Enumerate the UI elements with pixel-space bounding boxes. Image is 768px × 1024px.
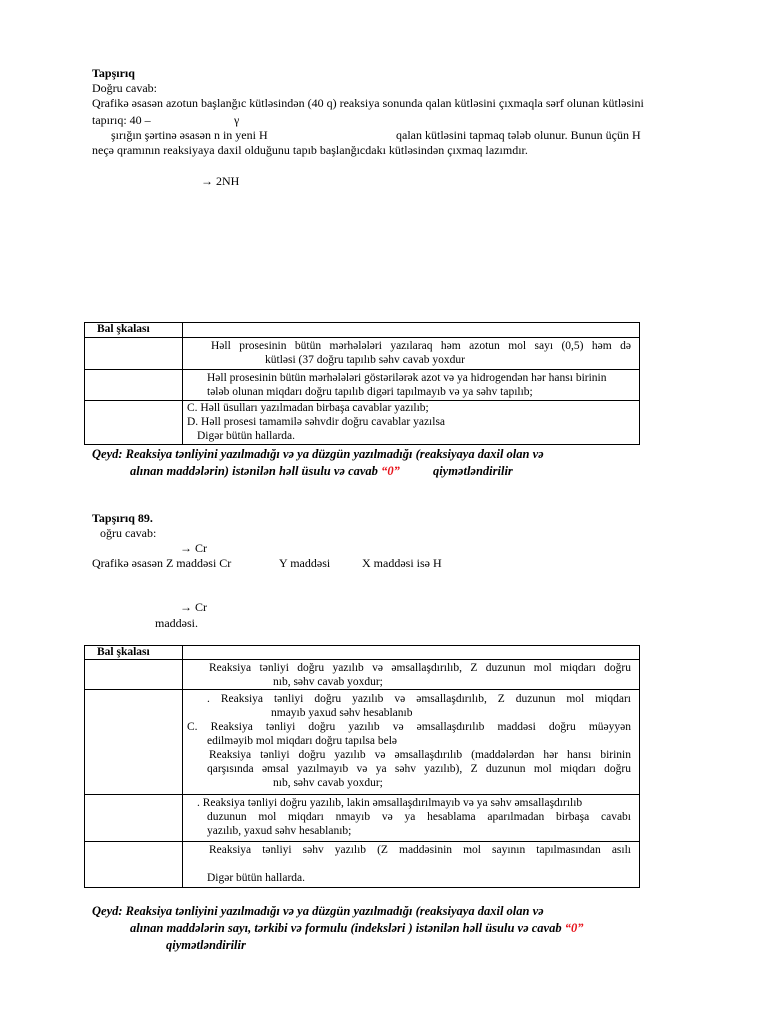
score-table-1 xyxy=(84,322,640,445)
table2-row2: . Reaksiya tənliyi doğru yazılıb və əmsallaşdırılıb, Z duzunun mol miqdarı nmayıb yaxud səhv hesablanıb C. Reaksiya tənliyi doğru yazılıb və əmsallaşdırılıb maddəsi doğru müəyyən edilməyib mol miqdarı doğru tapılsa belə Reaksiya tənliyi doğru yazılıb və əmsallaşdırılıb (maddələrdən hər hansı birinin qarşısında əmsal yazılmayıb və ya səhv yazılıb), Z duzunun mol miqdarı doğru nıb, səhv cavab yoxdur; xyxy=(183,690,640,795)
table1-row1: Həll prosesinin bütün mərhələləri yazılaraq həm azotun mol sayı (0,5) həm də kütləsi (37 doğru tapılıb səhv cavab yoxdur xyxy=(183,338,640,370)
score-table-2 xyxy=(84,645,640,888)
table1-row3: C. Həll üsulları yazılmadan birbaşa cavablar yazılıb; D. Həll prosesi tamamilə səhvdir doğru cavablar yazılsa Digər bütün hallarda. xyxy=(183,401,640,445)
task89-line-a: Qrafikə əsasən Z maddəsi Cr xyxy=(92,556,232,570)
note2: Qeyd: Reaksiya tənliyini yazılmadığı və ya düzgün yazılmadığı (reaksiyaya daxil olan və alınan maddələrin sayı, tərkibi və formulu (indeksləri ) istənilən həll üsulu və cavab “0” qiymətləndirilir xyxy=(92,904,584,952)
table2-row4: Reaksiya tənliyi səhv yazılıb (Z maddəsinin mol sayının tapılmasından asılı Digər bütün hallarda. xyxy=(183,842,640,888)
task1-line3b: qalan kütləsini tapmaq tələb olunur. Bunun üçün H xyxy=(396,128,641,142)
task89-title: Tapşırıq 89. xyxy=(92,511,153,525)
task1-line3a: şırığın şərtinə əsasən n in yeni H xyxy=(111,128,268,142)
task1-title: Tapşırıq xyxy=(92,66,135,80)
task89-reaction2: → Cr xyxy=(180,600,207,614)
task89-reaction1: → Cr xyxy=(180,541,207,555)
task89-answer-label: oğru cavab: xyxy=(100,526,157,540)
task1-line2b: γ xyxy=(234,113,240,127)
table2-row1: Reaksiya tənliyi doğru yazılıb və əmsallaşdırılıb, Z duzunun mol miqdarı doğru nıb, səhv cavab yoxdur; xyxy=(183,660,640,690)
table2-row3: . Reaksiya tənliyi doğru yazılıb, lakin əmsallaşdırılmayıb və ya səhv əmsallaşdırılıb duzunun mol miqdarı nmayıb və ya hesablama aparılmadan birbaşa cavabı yazılıb, yaxud səhv hesablanıb; xyxy=(183,795,640,842)
task1-line2a: tapırıq: 40 – xyxy=(92,113,151,127)
task1-reaction: → 2NH xyxy=(201,174,240,188)
zero-score: “0” xyxy=(381,464,400,478)
table1-header: Bal şkalası xyxy=(85,323,183,338)
table2-header: Bal şkalası xyxy=(85,646,183,660)
task89-substance: maddəsi. xyxy=(155,616,198,630)
zero-score: “0” xyxy=(564,921,584,935)
table1-row2: Həll prosesinin bütün mərhələləri göstərilərək azot və ya hidrogendən hər hansı birinin tələb olunan miqdarı doğru tapılıb digəri tapılmayıb və ya səhv tapılıb; xyxy=(183,370,640,401)
task1-line1: Qrafikə əsasən azotun başlanğıc kütləsindən (40 q) reaksiya sonunda qalan kütləsini çıxmaqla sərf olunan kütləsini xyxy=(92,96,644,110)
task89-line-c: X maddəsi isə H xyxy=(362,556,442,570)
task89-line-b: Y maddəsi xyxy=(279,556,331,570)
task1-answer-label: Doğru cavab: xyxy=(92,81,157,95)
task1-line4: neçə qramının reaksiyaya daxil olduğunu tapıb başlanğıcdakı kütləsindən çıxmaq lazımdır. xyxy=(92,143,528,157)
note1: Qeyd: Reaksiya tənliyini yazılmadığı və ya düzgün yazılmadığı (reaksiyaya daxil olan və alınan maddələrin) istənilən həll üsulu və cavab “0” qiymətləndirilir xyxy=(92,447,544,478)
